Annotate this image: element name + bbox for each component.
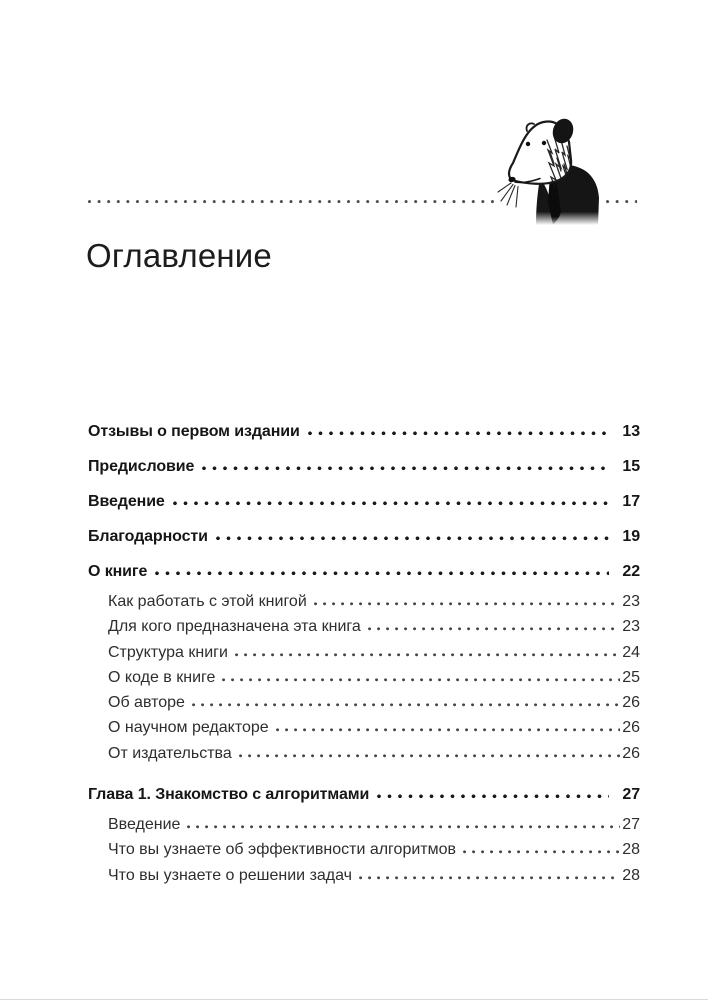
dot-leader xyxy=(368,627,620,631)
toc-page-number: 23 xyxy=(622,593,640,610)
toc-entry-label: Предисловие xyxy=(88,458,195,475)
toc-list xyxy=(88,414,640,888)
toc-entry-label: О коде в книге xyxy=(108,668,216,686)
dot-leader xyxy=(222,678,620,682)
toc-row xyxy=(88,614,640,639)
toc-row xyxy=(88,690,640,715)
page-title: Оглавление xyxy=(86,237,272,274)
toc-entry-label: Введение xyxy=(88,493,165,510)
toc-row xyxy=(88,414,640,449)
dot-leader xyxy=(235,653,620,657)
toc-row xyxy=(88,589,640,614)
toc-entry-label: Для кого предназначена эта книга xyxy=(108,618,361,636)
rat-illustration-icon xyxy=(497,112,601,226)
toc-page-number: 17 xyxy=(622,493,640,510)
toc-page-number: 26 xyxy=(622,694,640,712)
toc-row xyxy=(88,554,640,589)
toc-entry-label: Об авторе xyxy=(108,694,185,712)
toc-entry-label: О научном редакторе xyxy=(108,719,269,737)
toc-entry-label: Как работать с этой книгой xyxy=(108,593,307,610)
toc-page-number: 24 xyxy=(622,643,640,661)
toc-page-number: 25 xyxy=(622,668,640,686)
toc-row xyxy=(88,741,640,766)
dot-leader xyxy=(216,536,609,541)
dot-leader xyxy=(463,850,620,854)
toc-entry-label: Структура книги xyxy=(108,643,228,661)
toc-row xyxy=(88,715,640,740)
toc-page-number: 26 xyxy=(622,744,640,762)
toc-entry-label: Отзывы о первом издании xyxy=(88,423,300,440)
toc-row xyxy=(88,519,640,554)
toc-page-number: 26 xyxy=(622,719,640,737)
dot-leader xyxy=(173,501,609,506)
toc-page-number: 27 xyxy=(622,816,640,834)
dot-leader xyxy=(239,754,620,758)
toc-page-number: 13 xyxy=(622,423,640,440)
toc-page-number: 28 xyxy=(622,866,640,884)
toc-page-number: 23 xyxy=(622,618,640,636)
toc-row xyxy=(88,812,640,837)
toc-row xyxy=(88,449,640,484)
toc-row xyxy=(88,863,640,888)
dot-leader xyxy=(359,876,620,880)
toc-row xyxy=(88,665,640,690)
toc-entry-label: Введение xyxy=(108,816,181,834)
toc-row xyxy=(88,640,640,665)
dot-leader xyxy=(314,602,620,606)
toc-entry-label: Благодарности xyxy=(88,528,208,545)
toc-row xyxy=(88,484,640,519)
dot-leader xyxy=(187,825,620,829)
toc-row xyxy=(88,837,640,862)
dot-leader xyxy=(155,571,609,576)
toc-page-number: 28 xyxy=(622,841,640,859)
toc-entry-label: Что вы узнаете об эффективности алгоритмов xyxy=(108,841,456,859)
toc-page-number: 15 xyxy=(622,458,640,475)
dot-leader xyxy=(202,466,609,471)
toc-entry-label: От издательства xyxy=(108,744,232,762)
toc-entry-label: Что вы узнаете о решении задач xyxy=(108,866,353,884)
toc-page-number: 22 xyxy=(622,563,640,580)
toc-page-number: 27 xyxy=(622,786,640,804)
toc-entry-label: Глава 1. Знакомство с алгоритмами xyxy=(88,786,370,804)
dot-leader xyxy=(308,431,609,436)
toc-entry-label: О книге xyxy=(88,563,148,580)
toc-row xyxy=(88,777,640,812)
toc-page-number: 19 xyxy=(622,528,640,545)
dot-leader xyxy=(276,728,621,732)
dot-leader xyxy=(192,703,620,707)
dot-leader xyxy=(377,794,609,799)
